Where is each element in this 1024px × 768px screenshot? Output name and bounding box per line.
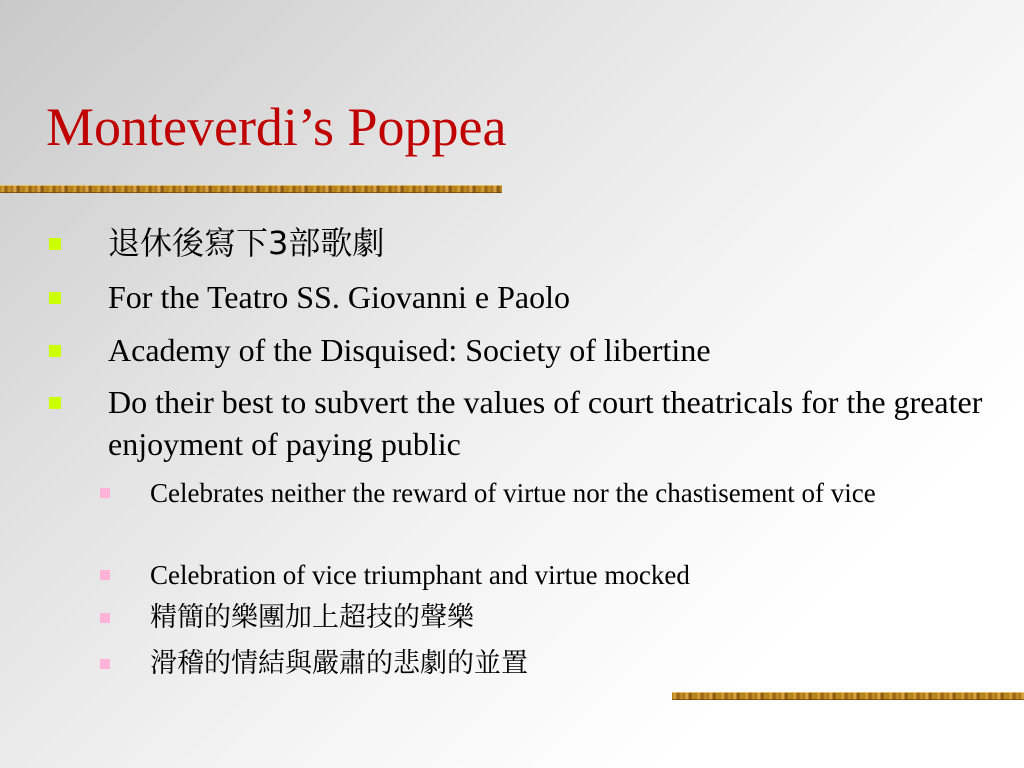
square-bullet-icon <box>49 345 61 357</box>
bullet-item-4 <box>108 381 988 465</box>
square-bullet-icon <box>49 238 61 250</box>
bullet-text: 退休後寫下3部歌劇 <box>108 224 385 262</box>
title-divider-rule <box>0 185 502 193</box>
sub-bullet-text: Celebration of vice triumphant and virtue mocked <box>150 560 690 590</box>
footer-divider-rule <box>672 692 1024 700</box>
sub-bullet-text: 精簡的樂團加上超技的聲樂 <box>150 602 474 633</box>
sub-bullet-item-4 <box>150 646 990 682</box>
bullet-item-1 <box>108 222 988 264</box>
sub-bullet-item-1 <box>150 475 990 511</box>
slide-title: Monteverdi’s Poppea <box>46 97 507 157</box>
sub-bullet-item-3 <box>150 600 990 636</box>
bullet-text: Academy of the Disquised: Society of libertine <box>108 332 711 368</box>
square-sub-bullet-icon <box>100 659 110 669</box>
sub-bullet-text: Celebrates neither the reward of virtue nor the chastisement of vice <box>150 478 876 508</box>
square-bullet-icon <box>49 397 61 409</box>
sub-bullet-item-2 <box>150 557 990 593</box>
square-sub-bullet-icon <box>100 613 110 623</box>
sub-bullet-text: 滑稽的情結與嚴肅的悲劇的並置 <box>150 648 528 679</box>
square-bullet-icon <box>49 292 61 304</box>
square-sub-bullet-icon <box>100 570 110 580</box>
bullet-text: For the Teatro SS. Giovanni e Paolo <box>108 279 571 315</box>
bullet-item-3 <box>108 329 988 371</box>
bullet-text: Do their best to subvert the values of court theatricals for the greater enjoyment of paying public <box>108 384 983 462</box>
bullet-item-2 <box>108 276 988 318</box>
square-sub-bullet-icon <box>100 488 110 498</box>
